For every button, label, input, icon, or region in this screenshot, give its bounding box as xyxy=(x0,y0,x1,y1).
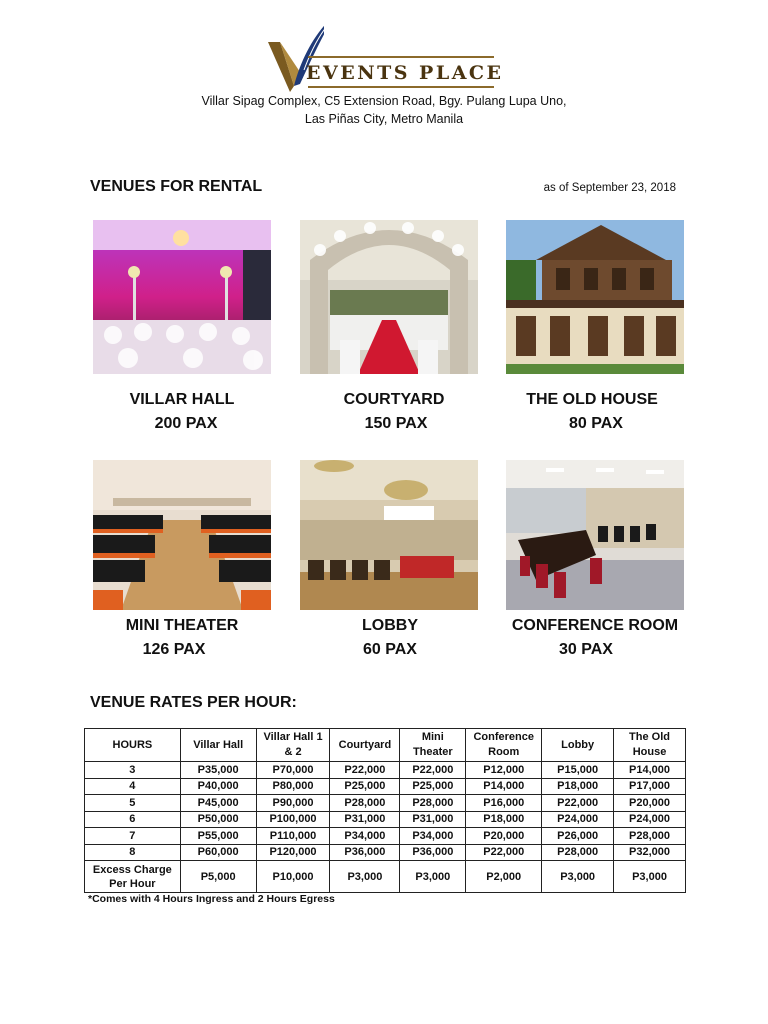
hours-cell: 5 xyxy=(85,795,181,812)
rate-cell: P26,000 xyxy=(542,828,614,845)
venue-capacity-lobby: 60 PAX xyxy=(363,641,417,658)
lobby-photo xyxy=(300,460,478,610)
excess-rate-cell: P5,000 xyxy=(180,861,256,893)
rate-cell: P120,000 xyxy=(256,844,330,861)
hours-cell: 8 xyxy=(85,844,181,861)
excess-charge-row xyxy=(85,861,686,893)
excess-charge-label: Excess Charge Per Hour xyxy=(85,861,181,893)
table-row xyxy=(85,844,686,861)
excess-rate-cell: P3,000 xyxy=(330,861,400,893)
rate-cell: P110,000 xyxy=(256,828,330,845)
logo-text: EVENTS PLACE xyxy=(306,62,504,84)
header-lobby: Lobby xyxy=(542,729,614,762)
excess-rate-cell: P3,000 xyxy=(614,861,686,893)
rate-cell: P55,000 xyxy=(180,828,256,845)
ingress-egress-note: *Comes with 4 Hours Ingress and 2 Hours Egress xyxy=(88,893,335,905)
excess-rate-cell: P10,000 xyxy=(256,861,330,893)
rate-cell: P28,000 xyxy=(400,795,466,812)
villar-hall-photo xyxy=(93,220,271,374)
rate-cell: P22,000 xyxy=(330,762,400,779)
rate-cell: P18,000 xyxy=(466,811,542,828)
venue-name-mini-theater: MINI THEATER xyxy=(125,617,239,634)
rate-cell: P60,000 xyxy=(180,844,256,861)
rate-cell: P14,000 xyxy=(614,762,686,779)
address-line-1: Villar Sipag Complex, C5 Extension Road, Bgy. Pulang Lupa Uno, xyxy=(201,94,567,108)
venue-capacity-old-house: 80 PAX xyxy=(569,415,623,432)
rate-cell: P50,000 xyxy=(180,811,256,828)
hours-cell: 3 xyxy=(85,762,181,779)
rate-cell: P22,000 xyxy=(466,844,542,861)
rate-cell: P24,000 xyxy=(542,811,614,828)
rates-table xyxy=(84,728,686,893)
rate-cell: P20,000 xyxy=(614,795,686,812)
hours-cell: 7 xyxy=(85,828,181,845)
table-row xyxy=(85,778,686,795)
logo-rule-top xyxy=(308,56,494,58)
table-row xyxy=(85,828,686,845)
rate-cell: P28,000 xyxy=(330,795,400,812)
header-hours: HOURS xyxy=(85,729,181,762)
rate-cell: P40,000 xyxy=(180,778,256,795)
courtyard-photo xyxy=(300,220,478,374)
rate-cell: P70,000 xyxy=(256,762,330,779)
old-house-photo xyxy=(506,220,684,374)
venue-capacity-courtyard: 150 PAX xyxy=(364,415,428,432)
rate-cell: P31,000 xyxy=(400,811,466,828)
venue-capacity-mini-theater: 126 PAX xyxy=(142,641,206,658)
table-row xyxy=(85,795,686,812)
rate-cell: P12,000 xyxy=(466,762,542,779)
rate-cell: P18,000 xyxy=(542,778,614,795)
rate-cell: P22,000 xyxy=(400,762,466,779)
header-mini-theater: Mini Theater xyxy=(400,729,466,762)
venue-name-villar-hall: VILLAR HALL xyxy=(129,391,235,408)
events-place-logo xyxy=(262,12,504,92)
hours-cell: 4 xyxy=(85,778,181,795)
rate-cell: P100,000 xyxy=(256,811,330,828)
excess-rate-cell: P3,000 xyxy=(542,861,614,893)
rate-cell: P15,000 xyxy=(542,762,614,779)
rates-section-title: VENUE RATES PER HOUR: xyxy=(90,694,297,711)
rate-cell: P17,000 xyxy=(614,778,686,795)
header-courtyard: Courtyard xyxy=(330,729,400,762)
conference-room-photo xyxy=(506,460,684,610)
rate-cell: P32,000 xyxy=(614,844,686,861)
venue-capacity-conference-room: 30 PAX xyxy=(559,641,613,658)
rate-cell: P45,000 xyxy=(180,795,256,812)
rate-cell: P34,000 xyxy=(400,828,466,845)
hours-cell: 6 xyxy=(85,811,181,828)
excess-rate-cell: P2,000 xyxy=(466,861,542,893)
logo-rule-bottom xyxy=(308,86,494,88)
rate-cell: P36,000 xyxy=(400,844,466,861)
header-villar-hall: Villar Hall xyxy=(180,729,256,762)
rate-cell: P35,000 xyxy=(180,762,256,779)
table-row xyxy=(85,762,686,779)
rate-cell: P22,000 xyxy=(542,795,614,812)
rate-cell: P36,000 xyxy=(330,844,400,861)
venue-name-conference-room: CONFERENCE ROOM xyxy=(511,617,679,634)
venue-capacity-villar-hall: 200 PAX xyxy=(154,415,218,432)
rate-cell: P28,000 xyxy=(614,828,686,845)
header-old-house: The Old House xyxy=(614,729,686,762)
rate-cell: P25,000 xyxy=(330,778,400,795)
venues-section-title: VENUES FOR RENTAL xyxy=(90,178,263,195)
address-line-2: Las Piñas City, Metro Manila xyxy=(304,112,464,126)
rate-cell: P16,000 xyxy=(466,795,542,812)
rate-cell: P90,000 xyxy=(256,795,330,812)
header-villar-hall-1-2: Villar Hall 1 & 2 xyxy=(256,729,330,762)
as-of-date: as of September 23, 2018 xyxy=(543,182,676,194)
rate-cell: P28,000 xyxy=(542,844,614,861)
rate-cell: P31,000 xyxy=(330,811,400,828)
table-row xyxy=(85,811,686,828)
rate-cell: P20,000 xyxy=(466,828,542,845)
header-conference-room: Conference Room xyxy=(466,729,542,762)
rate-cell: P80,000 xyxy=(256,778,330,795)
excess-rate-cell: P3,000 xyxy=(400,861,466,893)
rates-header-row xyxy=(85,729,686,762)
rate-cell: P24,000 xyxy=(614,811,686,828)
rate-cell: P34,000 xyxy=(330,828,400,845)
venue-name-lobby: LOBBY xyxy=(362,617,418,634)
rate-cell: P25,000 xyxy=(400,778,466,795)
venue-name-old-house: THE OLD HOUSE xyxy=(526,391,658,408)
rate-cell: P14,000 xyxy=(466,778,542,795)
mini-theater-photo xyxy=(93,460,271,610)
venue-name-courtyard: COURTYARD xyxy=(343,391,445,408)
